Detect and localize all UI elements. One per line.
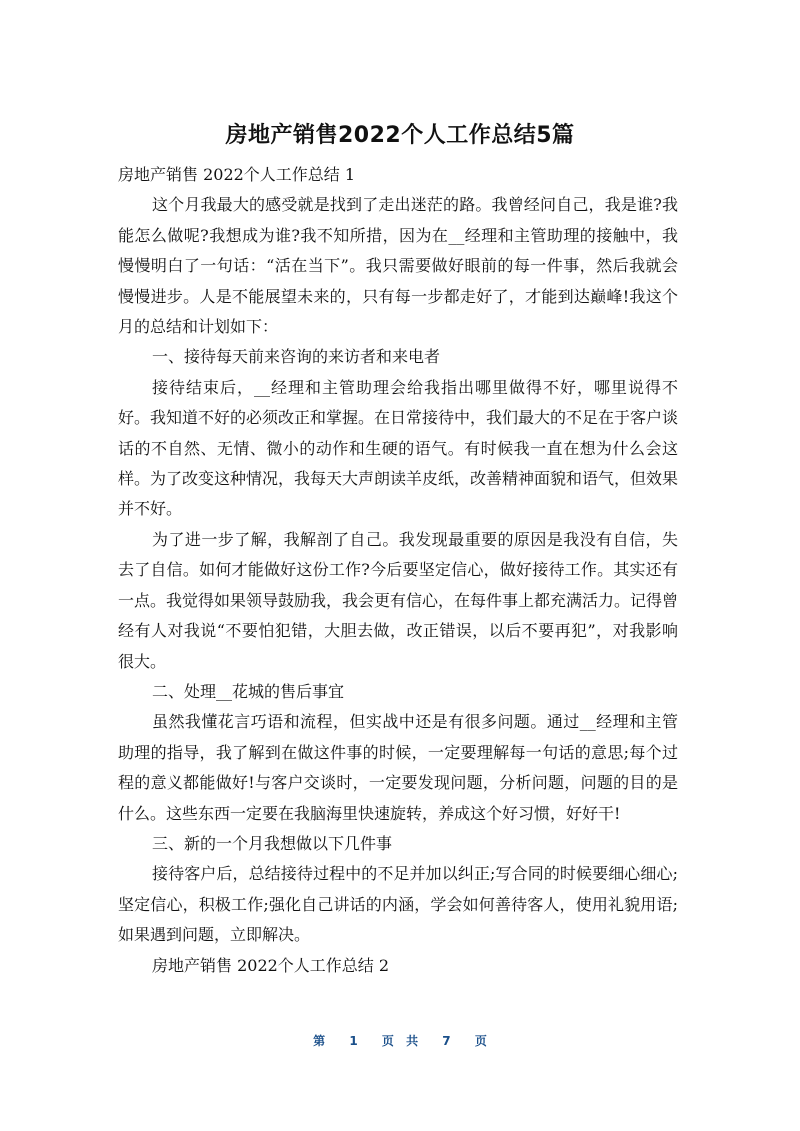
section-subtitle: 房地产销售 2022个人工作总结 2 <box>152 955 390 975</box>
document-title: 房地产销售2022个人工作总结5篇 <box>225 123 575 148</box>
page-footer <box>0 1032 800 1049</box>
document-body <box>118 160 678 981</box>
page-number: 1 <box>349 1034 358 1048</box>
paragraph: 这个月我最大的感受就是找到了走出迷茫的路。我曾经问自己，我是谁?我能怎么做呢?我想成为谁?我不知所措，因为在__经理和主管助理的接触中，我慢慢明白了一句话：“活在当下”。我只需要做好眼前的每一件事，然后我就会慢慢进步。人是不能展望未来的，只有每一步都走好了，才能到达巅峰!我这个月的总结和计划如下： <box>118 195 678 337</box>
paragraph: 接待结束后，__经理和主管助理会给我指出哪里做得不好，哪里说得不好。我知道不好的必须改正和掌握。在日常接待中，我们最大的不足在于客户谈话的不自然、无情、微小的动作和生硬的语气。有时候我一直在想为什么会这样。为了改变这种情况，我每天大声朗读羊皮纸，改善精神面貌和语气，但效果并不好。 <box>118 377 679 519</box>
paragraph: 虽然我懂花言巧语和流程，但实战中还是有很多问题。通过__经理和主管助理的指导，我了解到在做这件事的时候，一定要理解每一句话的意思;每个过程的意义都能做好!与客户交谈时，一定要发现问题，分析问题，问题的目的是什么。这些东西一定要在我脑海里快速旋转，养成这个好习惯，好好干! <box>118 712 678 823</box>
section-heading: 二、处理__花城的售后事宜 <box>152 681 345 701</box>
paragraph: 接待客户后，总结接待过程中的不足并加以纠正;写合同的时候要细心细心;坚定信心，积极工作;强化自己讲话的内涵，学会如何善待客人，使用礼貌用语;如果遇到问题，立即解决。 <box>118 864 678 945</box>
paragraph: 为了进一步了解，我解剖了自己。我发现最重要的原因是我没有自信，失去了自信。如何才能做好这份工作?今后要坚定信心，做好接待工作。其实还有一点。我觉得如果领导鼓励我，我会更有信心，在每件事上都充满活力。记得曾经有人对我说“不要怕犯错，大胆去做，改正错误，以后不要再犯”，对我影响很大。 <box>118 529 679 671</box>
page-label-prefix: 第 <box>313 1034 326 1048</box>
section-heading: 三、新的一个月我想做以下几件事 <box>152 833 393 853</box>
page-label-suffix: 页 <box>474 1034 487 1048</box>
page-label-middle: 页 共 <box>381 1034 419 1048</box>
page-total: 7 <box>442 1034 451 1048</box>
section-subtitle: 房地产销售 2022个人工作总结 1 <box>118 165 356 184</box>
section-heading: 一、接待每天前来咨询的来访者和来电者 <box>152 347 441 367</box>
